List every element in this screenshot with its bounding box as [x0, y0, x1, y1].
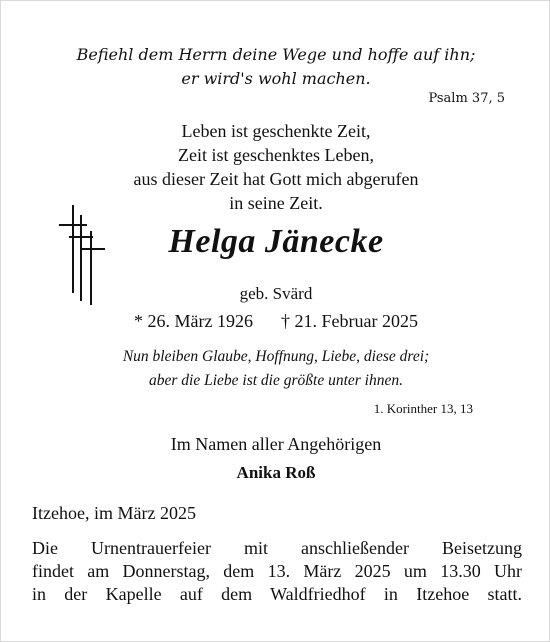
verse-top-reference: Psalm 37, 5 — [428, 91, 505, 106]
verse-bottom-line-2: aber die Liebe ist die größte unter ihnen. — [149, 372, 403, 389]
funeral-line-3: in der Kapelle auf dem Waldfriedhof in Itzehoe statt. — [32, 584, 522, 604]
funeral-notice — [32, 537, 522, 606]
birth-date: * 26. März 1926 — [134, 311, 253, 331]
poem-line-2: Zeit ist geschenktes Leben, — [178, 145, 374, 165]
deceased-name: Helga Jänecke — [168, 223, 384, 260]
verse-top-line-2: er wird's wohl machen. — [181, 69, 371, 88]
poem-line-1: Leben ist geschenkte Zeit, — [181, 121, 371, 141]
bible-verse-bottom — [41, 345, 511, 393]
verse-bottom-reference: 1. Korinther 13, 13 — [373, 401, 473, 416]
family-signatory: Anika Roß — [236, 463, 316, 482]
poem — [41, 119, 511, 215]
bible-verse-top — [41, 43, 511, 91]
maiden-name: geb. Svärd — [239, 284, 313, 303]
place-date: Itzehoe, im März 2025 — [32, 503, 196, 523]
death-date: † 21. Februar 2025 — [281, 311, 418, 331]
poem-line-3: aus dieser Zeit hat Gott mich abgerufen — [133, 169, 419, 189]
life-dates — [41, 311, 511, 332]
poem-line-4: in seine Zeit. — [229, 193, 323, 213]
funeral-line-1: Die Urnentrauerfeier mit anschließender Beisetzung — [32, 538, 522, 558]
verse-top-line-1: Befiehl dem Herrn deine Wege und hoffe auf ihn; — [76, 45, 476, 64]
verse-bottom-line-1: Nun bleiben Glaube, Hoffnung, Liebe, diese drei; — [122, 348, 430, 365]
family-intro: Im Namen aller Angehörigen — [170, 434, 382, 454]
funeral-line-2: findet am Donnerstag, dem 13. März 2025 um 13.30 Uhr — [32, 561, 522, 581]
